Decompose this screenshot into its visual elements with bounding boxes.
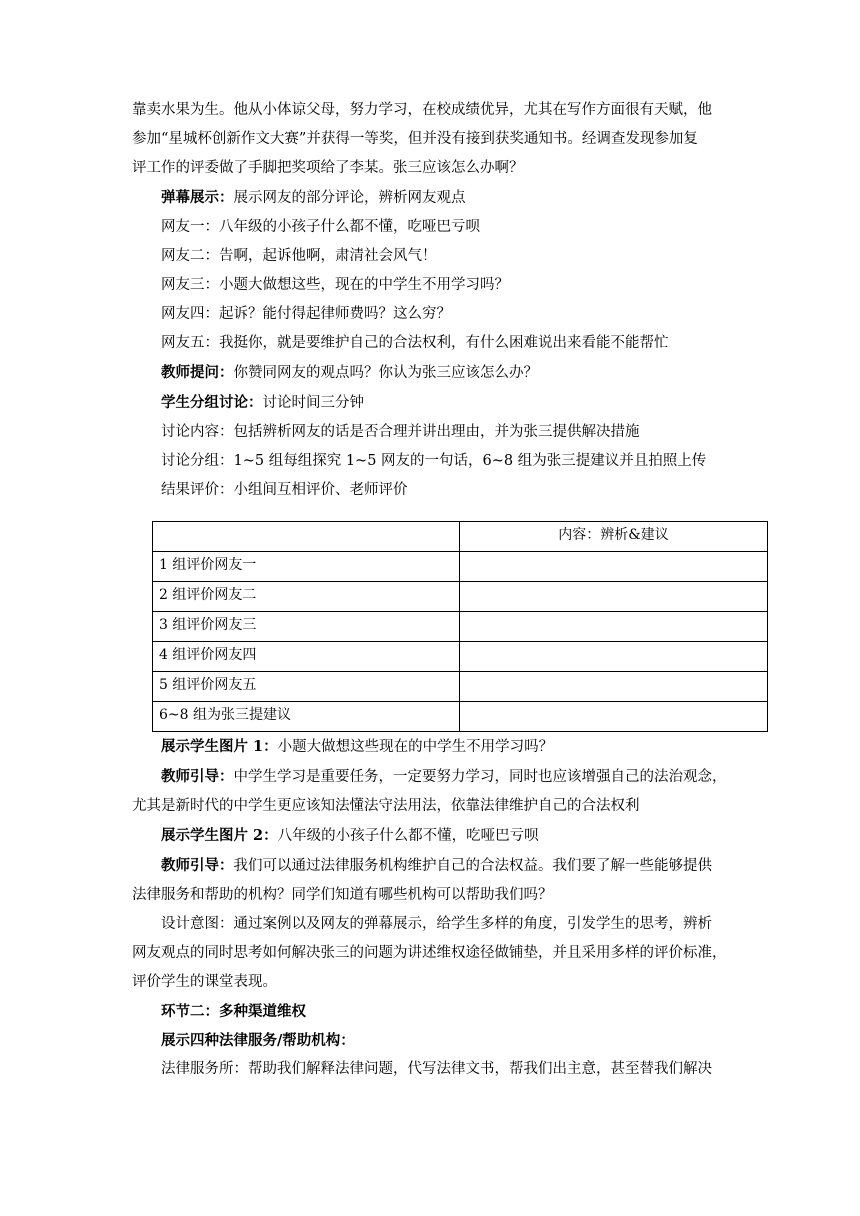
table-row	[153, 672, 768, 702]
danmu-paragraph	[132, 183, 736, 213]
teacher-guide-2-line-2: 法律服务和帮助的机构？同学们知道有哪些机构可以帮助我们吗？	[132, 887, 553, 903]
discussion-content: 讨论内容：包括辨析网友的话是否合理并讲出理由，并为张三提供解决措施	[161, 424, 640, 440]
guide-1-text: 中学生学习是重要任务，一定要努力学习，同时也应该增强自己的法治观念，	[233, 769, 727, 785]
group-discussion	[132, 388, 736, 418]
guide-2-label: 教师引导：	[161, 857, 234, 874]
student-picture-2	[132, 821, 736, 851]
teacher-question-text: 你赞同网友的观点吗？你认为张三应该怎么办？	[233, 365, 538, 381]
guide-1-label: 教师引导：	[161, 768, 234, 785]
table-cell-empty	[460, 702, 768, 732]
table-row	[153, 552, 768, 582]
section-2-title: 环节二：多种渠道维权	[161, 1003, 306, 1020]
picture-1-label: 展示学生图片 1：	[161, 738, 278, 755]
table-cell: 3 组评价网友三	[153, 612, 460, 642]
table-header-cell	[153, 522, 460, 552]
comment-3: 网友三：小题大做想这些，现在的中学生不用学习吗？	[161, 277, 509, 293]
four-agencies-title: 展示四种法律服务/帮助机构：	[161, 1032, 355, 1049]
table-row	[153, 582, 768, 612]
picture-1-text: 小题大做想这些现在的中学生不用学习吗？	[277, 739, 554, 755]
danmu-text: 展示网友的部分评论，辨析网友观点	[233, 190, 466, 206]
guide-2-text: 我们可以通过法律服务机构维护自己的合法权益。我们要了解一些能够提供	[233, 858, 712, 874]
comment-5: 网友五：我挺你，就是要维护自己的合法权利，有什么困难说出来看能不能帮忙	[161, 335, 669, 351]
intro-line-1: 靠卖水果为生。他从小体谅父母，努力学习，在校成绩优异，尤其在写作方面很有天赋，他	[132, 102, 712, 118]
teacher-guide-1-line-2: 尤其是新时代的中学生更应该知法懂法守法用法，依靠法律维护自己的合法权利	[132, 798, 640, 814]
intro-line-3: 评工作的评委做了手脚把奖项给了李某。张三应该怎么办啊？	[132, 160, 524, 176]
danmu-label: 弹幕展示：	[161, 189, 234, 206]
table-header-cell: 内容：辨析&建议	[460, 522, 768, 552]
comment-2: 网友二：告啊，起诉他啊，肃清社会风气！	[161, 248, 437, 264]
law-firm-text: 法律服务所：帮助我们解释法律问题，代写法律文书，帮我们出主意，甚至替我们解决	[161, 1061, 712, 1077]
table-row	[153, 612, 768, 642]
teacher-guide-1-line-1	[132, 762, 736, 792]
design-intent-line-1: 设计意图：通过案例以及网友的弹幕展示，给学生多样的角度，引发学生的思考，辨析	[161, 916, 712, 932]
picture-2-label: 展示学生图片 2：	[161, 827, 278, 844]
comment-4: 网友四：起诉？能付得起律师费吗？这么穷？	[161, 306, 451, 322]
design-intent-line-2: 网友观点的同时思考如何解决张三的问题为讲述维权途径做铺垫，并且采用多样的评价标准，	[132, 945, 727, 961]
table-cell: 4 组评价网友四	[153, 642, 460, 672]
evaluation-table	[152, 521, 768, 732]
result-evaluation: 结果评价：小组间互相评价、老师评价	[161, 482, 408, 498]
table-cell: 6~8 组为张三提建议	[153, 702, 460, 732]
group-label: 学生分组讨论：	[161, 394, 263, 411]
teacher-question-label: 教师提问：	[161, 364, 234, 381]
document-page	[132, 96, 736, 1084]
table-cell: 5 组评价网友五	[153, 672, 460, 702]
table-row	[153, 642, 768, 672]
after-table-section	[132, 732, 736, 1084]
table-cell-empty	[460, 552, 768, 582]
table-header-row	[153, 522, 768, 552]
discussion-groups: 讨论分组：1~5 组每组探究 1~5 网友的一句话，6~8 组为张三提建议并且拍照上传	[161, 453, 707, 469]
table-cell-empty	[460, 612, 768, 642]
student-picture-1	[132, 732, 736, 762]
table-cell: 1 组评价网友一	[153, 552, 460, 582]
table-row	[153, 702, 768, 732]
teacher-guide-2-line-1	[132, 851, 736, 881]
design-intent-line-3: 评价学生的课堂表现。	[132, 974, 277, 990]
table-cell-empty	[460, 642, 768, 672]
table-cell-empty	[460, 672, 768, 702]
intro-line-2: 参加“星城杯创新作文大赛”并获得一等奖，但并没有接到获奖通知书。经调查发现参加复	[132, 131, 698, 147]
teacher-question	[132, 358, 736, 388]
picture-2-text: 八年级的小孩子什么都不懂，吃哑巴亏呗	[277, 828, 539, 844]
table-cell: 2 组评价网友二	[153, 582, 460, 612]
comment-1: 网友一：八年级的小孩子什么都不懂，吃哑巴亏呗	[161, 219, 480, 235]
group-text: 讨论时间三分钟	[262, 395, 364, 411]
table-cell-empty	[460, 582, 768, 612]
